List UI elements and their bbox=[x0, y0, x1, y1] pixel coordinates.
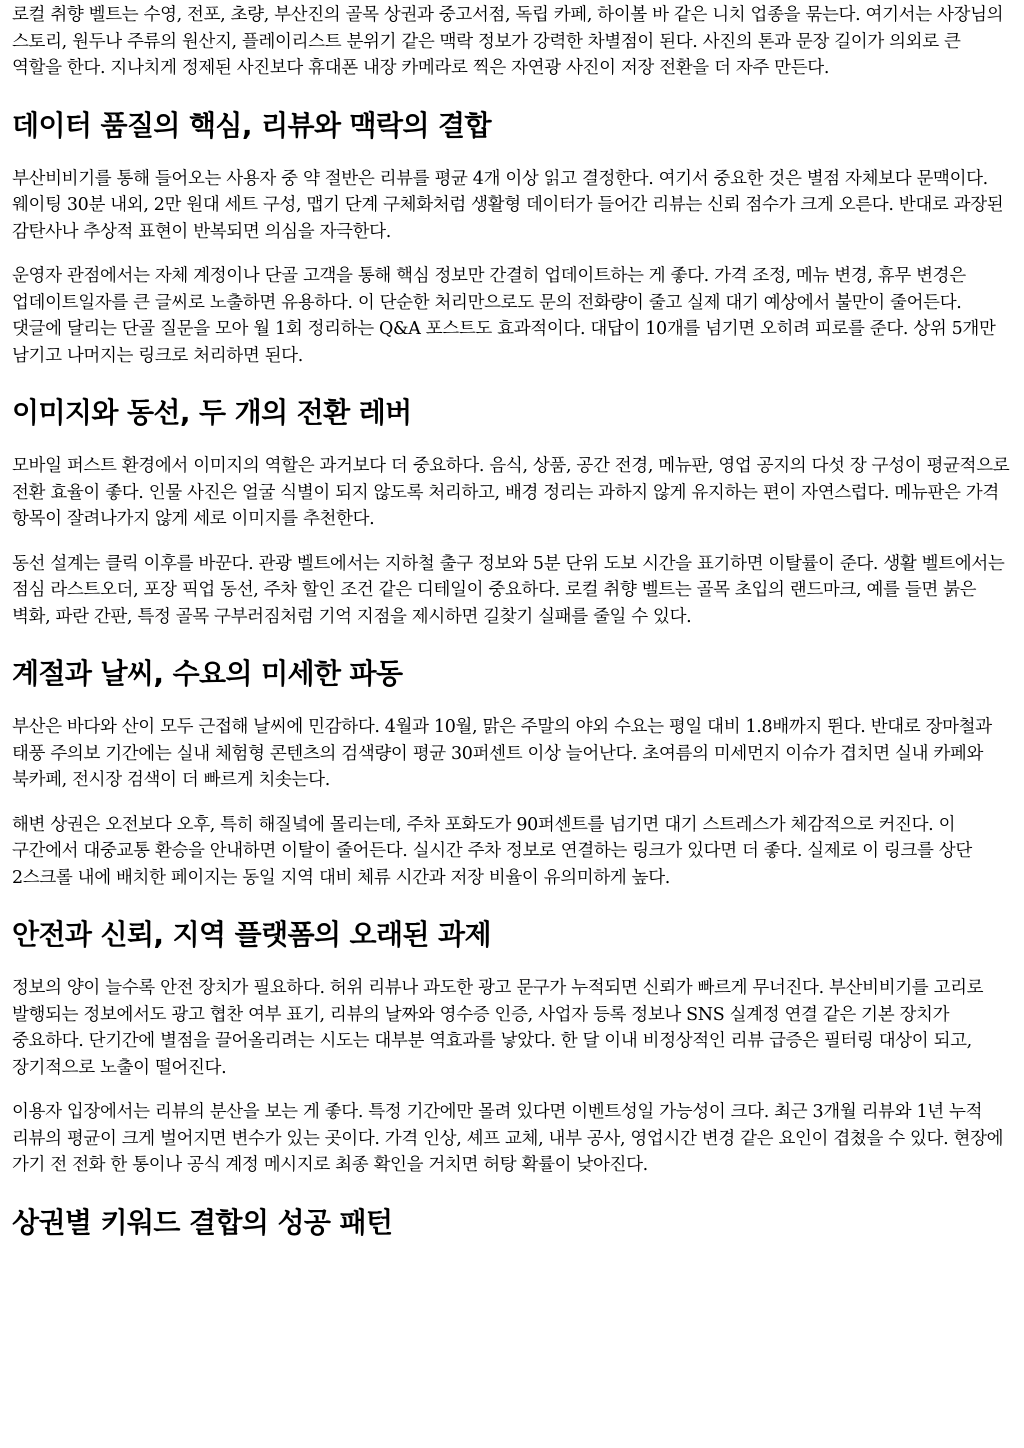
paragraph: 운영자 관점에서는 자체 계정이나 단골 고객을 통해 핵심 정보만 간결히 업데이트하는 게 좋다. 가격 조정, 메뉴 변경, 휴무 변경은 업데이트일자를 큰 글씨로 노출하면 유용하다. 이 단순한 처리만으로도 문의 전화량이 줄고 실제 대기 예상에서 불만이 줄어든다. 댓글에 달리는 단골 질문을 모아 월 1회 정리하는 Q&A 포스트도 효과적이다. 대답이 10개를 넘기면 오히려 피로를 준다. 상위 5개만 남기고 나머지는 링크로 처리하면 된다. bbox=[12, 266, 996, 366]
paragraph: 모바일 퍼스트 환경에서 이미지의 역할은 과거보다 더 중요하다. 음식, 상품, 공간 전경, 메뉴판, 영업 공지의 다섯 장 구성이 평균적으로 전환 효율이 좋다. 인물 사진은 얼굴 식별이 되지 않도록 처리하고, 배경 정리는 과하지 않게 유지하는 편이 자연스럽다. 메뉴판은 가격 항목이 잘려나가지 않게 세로 이미지를 추천한다. bbox=[12, 456, 1010, 529]
section-heading-keyword-pattern: 상권별 키워드 결합의 성공 패턴 bbox=[12, 1205, 393, 1239]
section-heading-review-context: 데이터 품질의 핵심, 리뷰와 맥락의 결합 bbox=[12, 108, 491, 142]
paragraph: 정보의 양이 늘수록 안전 장치가 필요하다. 허위 리뷰나 과도한 광고 문구가 누적되면 신뢰가 빠르게 무너진다. 부산비비기를 고리로 발행되는 정보에서도 광고 협찬 여부 표기, 리뷰의 날짜와 영수증 인증, 사업자 등록 정보나 SNS 실계정 연결 같은 기본 장치가 중요하다. 단기간에 별점을 끌어올리려는 시도는 대부분 역효과를 낳았다. 한 달 이내 비정상적인 리뷰 급증은 필터링 대상이 되고, 장기적으로 노출이 떨어진다. bbox=[12, 978, 984, 1078]
paragraph: 이용자 입장에서는 리뷰의 분산을 보는 게 좋다. 특정 기간에만 몰려 있다면 이벤트성일 가능성이 크다. 최근 3개월 리뷰와 1년 누적 리뷰의 평균이 크게 벌어지면 변수가 있는 곳이다. 가격 인상, 셰프 교체, 내부 공사, 영업시간 변경 같은 요인이 겹쳤을 수 있다. 현장에 가기 전 전화 한 통이나 공식 계정 메시지로 최종 확인을 거치면 허탕 확률이 낮아진다. bbox=[12, 1102, 1004, 1175]
paragraph: 동선 설계는 클릭 이후를 바꾼다. 관광 벨트에서는 지하철 출구 정보와 5분 단위 도보 시간을 표기하면 이탈률이 준다. 생활 벨트에서는 점심 라스트오더, 포장 픽업 동선, 주차 할인 조건 같은 디테일이 중요하다. 로컬 취향 벨트는 골목 초입의 랜드마크, 예를 들면 붉은 벽화, 파란 간판, 특정 골목 구부러짐처럼 기억 지점을 제시하면 길찾기 실패를 줄일 수 있다. bbox=[12, 553, 1005, 627]
section-heading-season-weather: 계절과 날씨, 수요의 미세한 파동 bbox=[12, 657, 403, 690]
paragraph: 부산은 바다와 산이 모두 근접해 날씨에 민감하다. 4월과 10월, 맑은 주말의 야외 수요는 평일 대비 1.8배까지 뛴다. 반대로 장마철과 태풍 주의보 기간에는 실내 체험형 콘텐츠의 검색량이 평균 30퍼센트 이상 늘어난다. 초여름의 미세먼지 이슈가 겹치면 실내 카페와 북카페, 전시장 검색이 더 빠르게 치솟는다. bbox=[12, 717, 992, 790]
paragraph: 부산비비기를 통해 들어오는 사용자 중 약 절반은 리뷰를 평균 4개 이상 읽고 결정한다. 여기서 중요한 것은 별점 자체보다 문맥이다. 웨이팅 30분 내외, 2만 원대 세트 구성, 맵기 단계 구체화처럼 생활형 데이터가 들어간 리뷰는 신뢰 점수가 크게 오른다. 반대로 과장된 감탄사나 추상적 표현이 반복되면 의심을 자극한다. bbox=[12, 168, 1004, 242]
paragraph: 해변 상권은 오전보다 오후, 특히 해질녘에 몰리는데, 주차 포화도가 90퍼센트를 넘기면 대기 스트레스가 체감적으로 커진다. 이 구간에서 대중교통 환승을 안내하면 이탈이 줄어든다. 실시간 주차 정보로 연결하는 링크가 있다면 더 좋다. 실제로 이 링크를 상단 2스크롤 내에 배치한 페이지는 동일 지역 대비 체류 시간과 저장 비율이 유의미하게 높다. bbox=[12, 814, 972, 888]
intro-paragraph: 로컬 취향 벨트는 수영, 전포, 초량, 부산진의 골목 상권과 중고서점, 독립 카페, 하이볼 바 같은 니치 업종을 묶는다. 여기서는 사장님의 스토리, 원두나 주류의 원산지, 플레이리스트 분위기 같은 맥락 정보가 강력한 차별점이 된다. 사진의 톤과 문장 길이가 의외로 큰 역할을 한다. 지나치게 정제된 사진보다 휴대폰 내장 카메라로 찍은 자연광 사진이 저장 전환을 더 자주 만든다. bbox=[12, 5, 1004, 78]
section-heading-image-route: 이미지와 동선, 두 개의 전환 레버 bbox=[12, 396, 412, 429]
section-heading-safety-trust: 안전과 신뢰, 지역 플랫폼의 오래된 과제 bbox=[12, 918, 491, 951]
